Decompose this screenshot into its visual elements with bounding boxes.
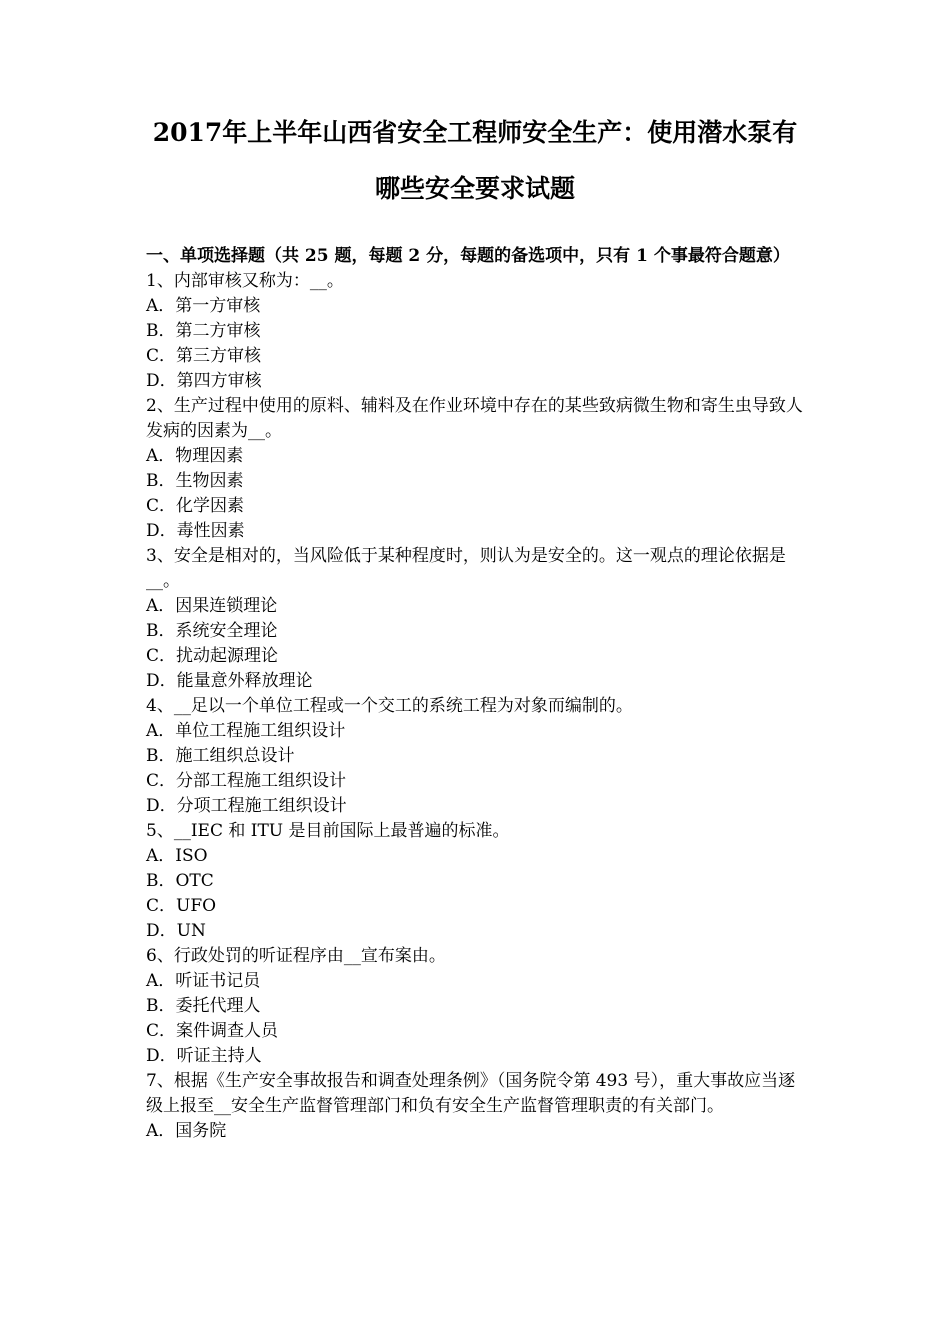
question-text: 7、根据《生产安全事故报告和调查处理条例》（国务院令第 493 号），重大事故应当逐级上报至__安全生产监督管理部门和负有安全生产监督管理职责的有关部门。 — [146, 1071, 796, 1116]
question-text: 6、行政处罚的听证程序由__宣布案由。 — [146, 946, 446, 966]
option-d: D．第四方审核 — [146, 371, 262, 391]
option-c: C．第三方审核 — [146, 346, 262, 366]
option-c: C．案件调查人员 — [146, 1021, 279, 1041]
question-text: 3、安全是相对的，当风险低于某种程度时，则认为是安全的。这一观点的理论依据是__。 — [146, 546, 786, 591]
option-d: D．分项工程施工组织设计 — [146, 796, 347, 816]
document-body — [146, 244, 811, 1144]
option-a: A．ISO — [146, 846, 208, 866]
option-d: D．能量意外释放理论 — [146, 671, 313, 691]
option-d: D．毒性因素 — [146, 521, 245, 541]
option-c: C．扰动起源理论 — [146, 646, 279, 666]
question-text: 1、内部审核又称为：__。 — [146, 271, 344, 291]
option-b: B．生物因素 — [146, 471, 244, 491]
question-7 — [146, 1069, 811, 1144]
option-b: B．系统安全理论 — [146, 621, 278, 641]
question-text: 2、生产过程中使用的原料、辅料及在作业环境中存在的某些致病微生物和寄生虫导致人发病的因素为__。 — [146, 396, 803, 441]
option-d: D．UN — [146, 921, 206, 941]
question-text: 5、__IEC 和 ITU 是目前国际上最普遍的标准。 — [146, 821, 510, 841]
question-4 — [146, 694, 811, 819]
option-c: C．分部工程施工组织设计 — [146, 771, 347, 791]
option-c: C．化学因素 — [146, 496, 245, 516]
document-title-line-2: 哪些安全要求试题 — [374, 174, 575, 203]
option-a: A．听证书记员 — [146, 971, 261, 991]
option-a: A．单位工程施工组织设计 — [146, 721, 346, 741]
question-3 — [146, 544, 811, 694]
option-d: D．听证主持人 — [146, 1046, 262, 1066]
question-2 — [146, 394, 811, 544]
section-heading: 一、单项选择题（共 25 题，每题 2 分，每题的备选项中，只有 1 个事最符合题意） — [146, 246, 790, 266]
option-b: B．第二方审核 — [146, 321, 261, 341]
option-a: A．物理因素 — [146, 446, 244, 466]
option-a: A．国务院 — [146, 1121, 227, 1141]
question-text: 4、__足以一个单位工程或一个交工的系统工程为对象而编制的。 — [146, 696, 633, 716]
option-a: A．第一方审核 — [146, 296, 261, 316]
question-5 — [146, 819, 811, 944]
document-title-line-1: 2017年上半年山西省安全工程师安全生产：使用潜水泵有 — [152, 118, 798, 147]
option-a: A．因果连锁理论 — [146, 596, 278, 616]
question-1 — [146, 269, 811, 394]
option-b: B．委托代理人 — [146, 996, 261, 1016]
question-6 — [146, 944, 811, 1069]
option-b: B．施工组织总设计 — [146, 746, 295, 766]
option-b: B．OTC — [146, 871, 214, 891]
option-c: C．UFO — [146, 896, 217, 916]
